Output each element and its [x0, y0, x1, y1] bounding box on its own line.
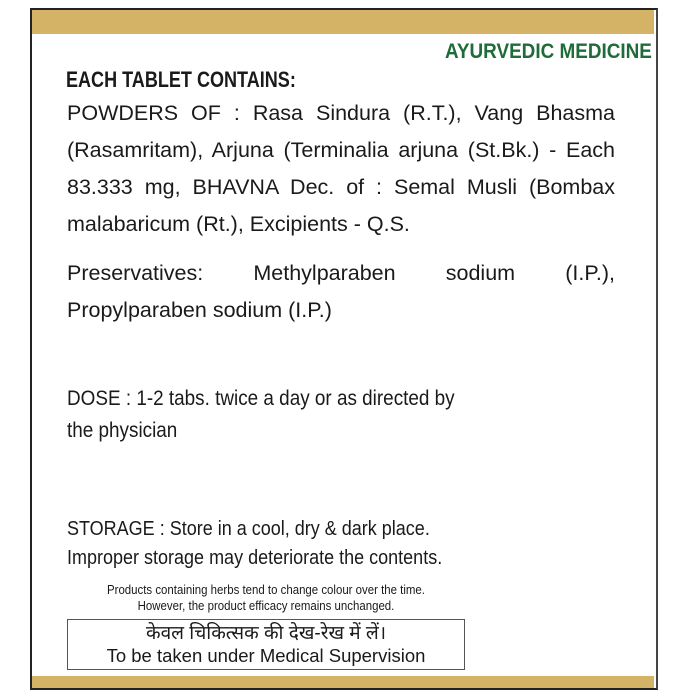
medical-supervision-box — [67, 619, 465, 670]
bottom-gold-band — [32, 676, 654, 688]
category-label: AYURVEDIC MEDICINE — [445, 40, 652, 63]
composition-text — [67, 95, 615, 243]
top-gold-band — [32, 10, 654, 34]
supervision-hindi: केवल चिकित्सक की देख-रेख में लें। — [145, 623, 387, 644]
storage-line: STORAGE : Store in a cool, dry & dark place. — [67, 518, 430, 540]
herb-colour-note — [91, 582, 441, 614]
composition-line: malabaricum (Rt.), Excipients - Q.S. — [67, 212, 410, 236]
composition-line: POWDERS OF : Rasa Sindura (R.T.), Vang Bhasma — [67, 101, 615, 125]
storage-text — [67, 515, 442, 573]
dose-text — [67, 383, 455, 447]
dose-line: the physician — [67, 419, 178, 442]
preservatives-text — [67, 255, 615, 329]
composition-line: (Rasamritam), Arjuna (Terminalia arjuna (St.Bk.) - Each — [67, 138, 615, 162]
composition-line: 83.333 mg, BHAVNA Dec. of : Semal Musli (Bombax — [67, 175, 615, 199]
dose-line: DOSE : 1-2 tabs. twice a day or as directed by — [67, 387, 455, 410]
composition-heading: EACH TABLET CONTAINS: — [66, 67, 296, 92]
supervision-english: To be taken under Medical Supervision — [106, 645, 426, 666]
preservative-line: Preservatives: Methylparaben sodium (I.P.), — [67, 261, 615, 285]
storage-line: Improper storage may deteriorate the contents. — [67, 547, 443, 569]
note-line: Products containing herbs tend to change colour over the time. — [107, 582, 425, 597]
preservative-line: Propylparaben sodium (I.P.) — [67, 298, 332, 322]
note-line: However, the product efficacy remains unchanged. — [137, 598, 395, 613]
